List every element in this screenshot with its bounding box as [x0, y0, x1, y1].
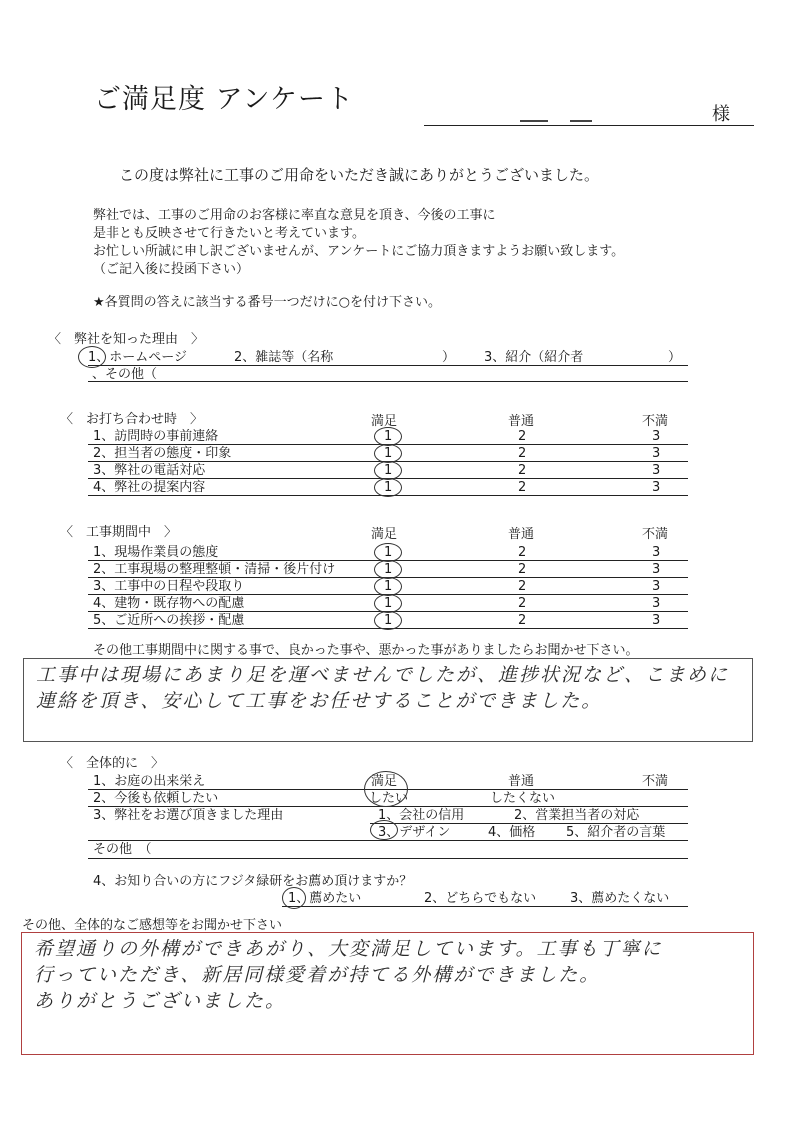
scale-neutral: 普通 [508, 527, 535, 542]
final-comment-line-2: 行っていただき、新居同様愛着が持てる外構ができました。 [34, 964, 601, 986]
value-2: 2 [518, 429, 527, 444]
rule-line [88, 858, 688, 859]
scale-dissatisfied: 不満 [642, 414, 669, 429]
value-3: 3 [652, 613, 661, 628]
q4-option-1: 1、薦めたい [288, 891, 362, 906]
value-2: 2 [518, 463, 527, 478]
section3-item-1: 1、現場作業員の態度 [93, 545, 219, 560]
value-3: 3 [652, 480, 661, 495]
answer-circle [374, 478, 402, 497]
value-2: 2 [518, 579, 527, 594]
section1-option-2: 2、雑誌等（名称 [234, 350, 334, 365]
section3-item-3: 3、工事中の日程や段取り [93, 579, 245, 594]
section3-item-2: 2、工事現場の整理整頓・清掃・後片付け [93, 562, 336, 577]
section4-other: その他 （ [93, 842, 152, 857]
value-3: 3 [652, 579, 661, 594]
redacted-name-mark [520, 120, 548, 122]
section2-item-3: 3、弊社の電話対応 [93, 463, 206, 478]
section3-comment-line-2: 連絡を頂き、安心して工事をお任せすることができました。 [36, 690, 603, 712]
section4-item-3: 3、弊社をお選び頂きました理由 [93, 808, 284, 823]
section3-comment-line-1: 工事中は現場にあまり足を運べませんでしたが、進捗状況など、こまめに [36, 664, 730, 686]
value-1: 1 [384, 545, 393, 560]
scale-neutral: 普通 [508, 414, 535, 429]
section4-item-2: 2、今後も依頼したい [93, 791, 219, 806]
scale-neutral: 普通 [508, 774, 535, 789]
section2-item-4: 4、弊社の提案内容 [93, 480, 206, 495]
section3-item-4: 4、建物・既存物への配慮 [93, 596, 245, 611]
value-1: 1 [384, 613, 393, 628]
instruction-text: ★各質問の答えに該当する番号一つだけに○を付け下さい。 [93, 295, 441, 310]
intro-line-4: （ご記入後に投函下さい） [93, 262, 250, 277]
scale-satisfied: 満足 [371, 527, 398, 542]
section2-item-2: 2、担当者の態度・印象 [93, 446, 232, 461]
value-1: 1 [384, 562, 393, 577]
value-1: 1 [384, 429, 393, 444]
section1-title: 〈 弊社を知った理由 〉 [48, 332, 205, 347]
redacted-name-mark-2 [570, 120, 592, 122]
scale-dissatisfied: 不満 [642, 774, 669, 789]
section3-title: 〈 工事期間中 〉 [60, 525, 178, 540]
final-comment-line-3: ありがとうございました。 [34, 990, 287, 1012]
answer-not-want: したくない [490, 791, 556, 806]
section2-title: 〈 お打ち合わせ時 〉 [60, 412, 204, 427]
honorific-label: 様 [712, 104, 730, 125]
reason-2: 2、営業担当者の対応 [514, 808, 640, 823]
scale-satisfied: 満足 [371, 414, 398, 429]
section1-option-2-close: ） [442, 350, 456, 365]
final-comment-prompt: その他、全体的なご感想等をお聞かせ下さい [22, 918, 283, 933]
value-1: 1 [384, 463, 393, 478]
section2-item-1: 1、訪問時の事前連絡 [93, 429, 219, 444]
section1-other: 、その他（ [92, 367, 158, 382]
rule-line [88, 840, 688, 841]
value-3: 3 [652, 446, 661, 461]
value-2: 2 [518, 596, 527, 611]
reason-3: 3、デザイン [378, 825, 451, 840]
answer-circle [374, 611, 402, 630]
customer-name-line [424, 125, 754, 126]
section1-option-1: 1、ホームページ [88, 350, 188, 365]
rule-line [88, 365, 688, 366]
answer-circle [364, 771, 408, 807]
value-3: 3 [652, 562, 661, 577]
value-1: 1 [384, 480, 393, 495]
intro-line-2: 是非とも反映させて行きたいと考えています。 [93, 226, 365, 241]
value-2: 2 [518, 562, 527, 577]
value-2: 2 [518, 613, 527, 628]
value-3: 3 [652, 429, 661, 444]
section4-question-4: 4、お知り合いの方にフジタ緑研をお薦め頂けますか？ [93, 874, 413, 889]
value-3: 3 [652, 545, 661, 560]
value-3: 3 [652, 463, 661, 478]
q4-option-3: 3、薦めたくない [570, 891, 670, 906]
thanks-text: この度は弊社に工事のご用命をいただき誠にありがとうございました。 [119, 166, 600, 184]
rule-line [282, 906, 688, 907]
reason-1: 1、会社の信用 [378, 808, 465, 823]
scale-dissatisfied: 不満 [642, 527, 669, 542]
answer-circle [282, 887, 306, 909]
intro-line-1: 弊社では、工事のご用命のお客様に率直な意見を頂き、今後の工事に [93, 208, 496, 223]
scale-satisfied: 満足 [371, 774, 398, 789]
reason-5: 5、紹介者の言葉 [566, 825, 666, 840]
value-1: 1 [384, 596, 393, 611]
final-comment-line-1: 希望通りの外構ができあがり、大変満足しています。工事も丁寧に [34, 938, 663, 960]
section1-option-3-close: ） [668, 350, 682, 365]
value-2: 2 [518, 446, 527, 461]
value-2: 2 [518, 480, 527, 495]
value-1: 1 [384, 446, 393, 461]
reason-4: 4、価格 [488, 825, 536, 840]
rule-line [88, 381, 688, 382]
section4-item-1: 1、お庭の出来栄え [93, 774, 206, 789]
value-1: 1 [384, 579, 393, 594]
section3-comment-prompt: その他工事期間中に関する事で、良かった事や、悪かった事がありましたらお聞かせ下さい。 [93, 643, 639, 658]
answer-want: したい [369, 791, 409, 806]
answer-circle [370, 820, 398, 840]
q4-option-2: 2、どちらでもない [424, 891, 537, 906]
value-2: 2 [518, 545, 527, 560]
intro-line-3: お忙しい所誠に申し訳ございませんが、アンケートにご協力頂きますようお願い致します。 [93, 244, 625, 259]
value-3: 3 [652, 596, 661, 611]
section4-title: 〈 全体的に 〉 [60, 756, 165, 771]
rule-line [370, 823, 688, 824]
section3-item-5: 5、ご近所への挨拶・配慮 [93, 613, 245, 628]
section1-option-3: 3、紹介（紹介者 [484, 350, 584, 365]
page-title: ご満足度 アンケート [94, 84, 354, 115]
